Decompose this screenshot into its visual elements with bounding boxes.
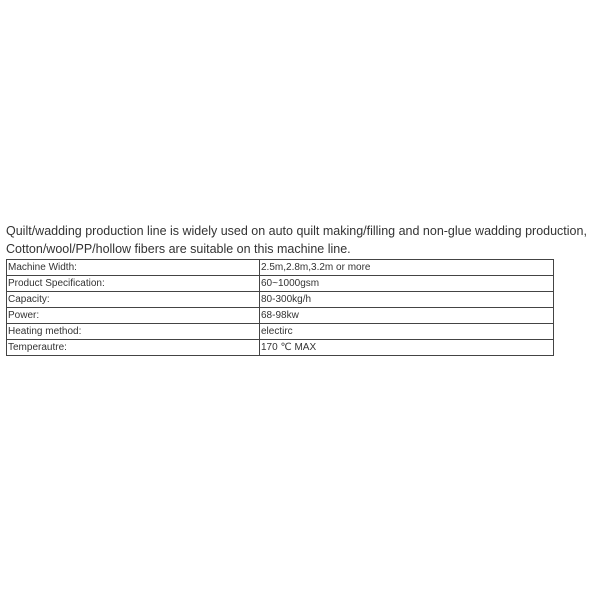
spec-label-capacity: Capacity: [7, 292, 260, 308]
table-row [7, 324, 554, 340]
table-row [7, 340, 554, 356]
spec-label-power: Power: [7, 308, 260, 324]
spec-label-heating-method: Heating method: [7, 324, 260, 340]
spec-value-temperature: 170 ℃ MAX [260, 340, 554, 356]
table-row [7, 308, 554, 324]
spec-value-power: 68-98kw [260, 308, 554, 324]
spec-value-heating-method: electirc [260, 324, 554, 340]
product-description [6, 222, 596, 356]
table-row [7, 292, 554, 308]
intro-text [6, 222, 596, 258]
spec-value-product-specification: 60~1000gsm [260, 276, 554, 292]
spec-label-product-specification: Product Specification: [7, 276, 260, 292]
spec-label-temperature: Temperautre: [7, 340, 260, 356]
spec-table [6, 259, 554, 356]
spec-value-capacity: 80-300kg/h [260, 292, 554, 308]
spec-label-machine-width: Machine Width: [7, 260, 260, 276]
spec-value-machine-width: 2.5m,2.8m,3.2m or more [260, 260, 554, 276]
table-row [7, 260, 554, 276]
intro-line-2: Cotton/wool/PP/hollow fibers are suitable on this machine line. [6, 242, 351, 256]
intro-line-1: Quilt/wadding production line is widely used on auto quilt making/filling and non-glue wadding production, [6, 224, 587, 238]
table-row [7, 276, 554, 292]
